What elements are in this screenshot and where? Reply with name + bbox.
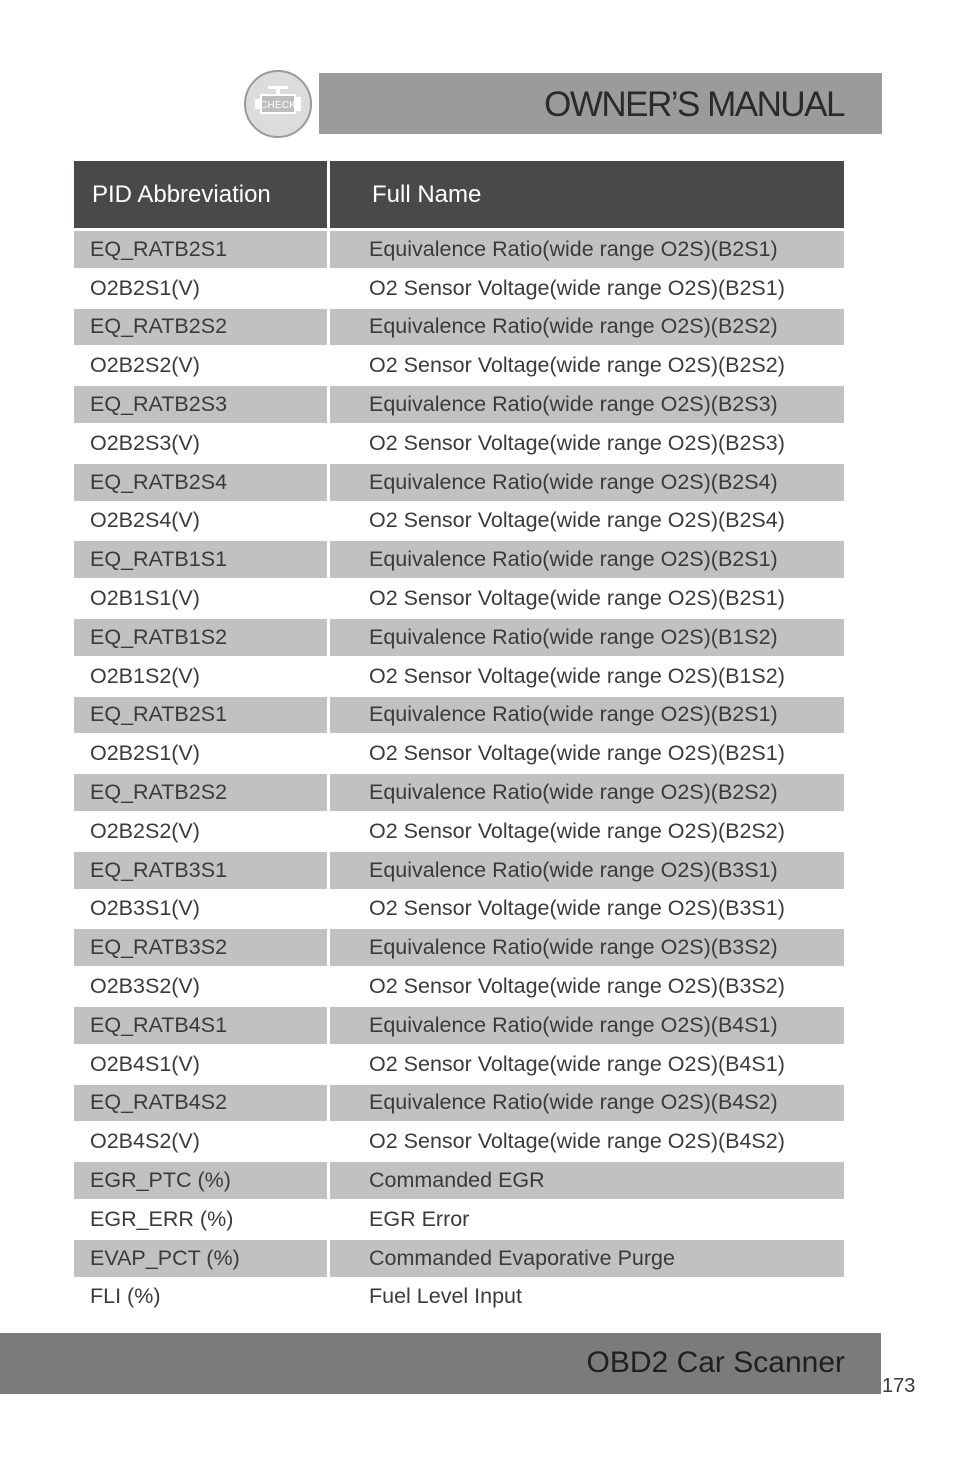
pid-abbreviation-cell: O2B4S2(V) [74,1123,327,1162]
table-row [74,1162,844,1201]
table-row [74,270,844,309]
pid-abbreviation-cell: EQ_RATB2S2 [74,774,327,813]
table-row [74,891,844,930]
table-row [74,1007,844,1046]
table-row [74,1240,844,1279]
full-name-cell: EGR Error [330,1201,844,1240]
column-header-pid: PID Abbreviation [74,161,327,228]
pid-abbreviation-cell: O2B2S1(V) [74,270,327,309]
table-row [74,968,844,1007]
pid-abbreviation-cell: O2B1S2(V) [74,658,327,697]
pid-abbreviation-cell: EQ_RATB1S2 [74,619,327,658]
full-name-cell: O2 Sensor Voltage(wide range O2S)(B1S2) [330,658,844,697]
full-name-cell: O2 Sensor Voltage(wide range O2S)(B2S3) [330,425,844,464]
table-row [74,1123,844,1162]
table-row [74,697,844,736]
pid-abbreviation-cell: O2B3S1(V) [74,891,327,930]
table-row [74,852,844,891]
table-row [74,658,844,697]
pid-abbreviation-cell: EQ_RATB1S1 [74,541,327,580]
full-name-cell: Equivalence Ratio(wide range O2S)(B4S1) [330,1007,844,1046]
full-name-cell: Equivalence Ratio(wide range O2S)(B2S2) [330,774,844,813]
page-number: 173 [882,1375,916,1397]
full-name-cell: Equivalence Ratio(wide range O2S)(B2S1) [330,541,844,580]
header-bar [319,73,882,134]
table-header [74,161,844,228]
pid-abbreviation-cell: O2B3S2(V) [74,968,327,1007]
full-name-cell: Equivalence Ratio(wide range O2S)(B2S3) [330,386,844,425]
pid-abbreviation-cell: O2B2S2(V) [74,347,327,386]
pid-abbreviation-cell: EGR_ERR (%) [74,1201,327,1240]
pid-abbreviation-cell: EQ_RATB2S1 [74,231,327,270]
full-name-cell: Fuel Level Input [330,1279,844,1318]
pid-abbreviation-cell: O2B4S1(V) [74,1046,327,1085]
check-engine-logo [244,70,312,138]
table-row [74,929,844,968]
table-row [74,541,844,580]
pid-abbreviation-cell: FLI (%) [74,1279,327,1318]
pid-abbreviation-cell: EVAP_PCT (%) [74,1240,327,1279]
table-row [74,580,844,619]
table-row [74,813,844,852]
footer-title: OBD2 Car Scanner [586,1346,845,1379]
pid-abbreviation-cell: EQ_RATB2S3 [74,386,327,425]
full-name-cell: Equivalence Ratio(wide range O2S)(B2S1) [330,231,844,270]
table-row [74,347,844,386]
table-row [74,464,844,503]
pid-abbreviation-cell: O2B2S3(V) [74,425,327,464]
table-row [74,425,844,464]
full-name-cell: O2 Sensor Voltage(wide range O2S)(B3S1) [330,891,844,930]
full-name-cell: O2 Sensor Voltage(wide range O2S)(B2S1) [330,735,844,774]
full-name-cell: Equivalence Ratio(wide range O2S)(B3S1) [330,852,844,891]
pid-abbreviation-cell: EQ_RATB4S2 [74,1085,327,1124]
full-name-cell: O2 Sensor Voltage(wide range O2S)(B2S1) [330,580,844,619]
full-name-cell: Equivalence Ratio(wide range O2S)(B1S2) [330,619,844,658]
logo-text: CHECK [259,100,296,111]
pid-abbreviation-cell: EQ_RATB2S1 [74,697,327,736]
full-name-cell: O2 Sensor Voltage(wide range O2S)(B3S2) [330,968,844,1007]
page-title: OWNER’S MANUAL [544,85,844,124]
pid-abbreviation-cell: O2B2S2(V) [74,813,327,852]
pid-abbreviation-cell: O2B1S1(V) [74,580,327,619]
footer-bar [0,1333,881,1394]
table-row [74,774,844,813]
full-name-cell: Equivalence Ratio(wide range O2S)(B2S1) [330,697,844,736]
table-row [74,231,844,270]
full-name-cell: O2 Sensor Voltage(wide range O2S)(B2S4) [330,503,844,542]
pid-abbreviation-cell: EQ_RATB3S2 [74,929,327,968]
pid-abbreviation-cell: EGR_PTC (%) [74,1162,327,1201]
table-row [74,1085,844,1124]
table-body [74,231,844,1317]
pid-table [74,161,844,1317]
full-name-cell: O2 Sensor Voltage(wide range O2S)(B4S2) [330,1123,844,1162]
full-name-cell: O2 Sensor Voltage(wide range O2S)(B2S2) [330,813,844,852]
table-row [74,503,844,542]
full-name-cell: Equivalence Ratio(wide range O2S)(B4S2) [330,1085,844,1124]
table-row [74,1201,844,1240]
table-row [74,1046,844,1085]
pid-abbreviation-cell: EQ_RATB3S1 [74,852,327,891]
full-name-cell: Equivalence Ratio(wide range O2S)(B3S2) [330,929,844,968]
full-name-cell: Equivalence Ratio(wide range O2S)(B2S4) [330,464,844,503]
full-name-cell: O2 Sensor Voltage(wide range O2S)(B2S2) [330,347,844,386]
table-row [74,619,844,658]
table-row [74,386,844,425]
pid-abbreviation-cell: EQ_RATB2S2 [74,309,327,348]
pid-abbreviation-cell: O2B2S4(V) [74,503,327,542]
full-name-cell: Equivalence Ratio(wide range O2S)(B2S2) [330,309,844,348]
full-name-cell: O2 Sensor Voltage(wide range O2S)(B2S1) [330,270,844,309]
table-row [74,1279,844,1318]
full-name-cell: O2 Sensor Voltage(wide range O2S)(B4S1) [330,1046,844,1085]
pid-abbreviation-cell: EQ_RATB2S4 [74,464,327,503]
table-row [74,735,844,774]
full-name-cell: Commanded EGR [330,1162,844,1201]
column-header-full-name: Full Name [330,161,844,228]
pid-abbreviation-cell: O2B2S1(V) [74,735,327,774]
pid-abbreviation-cell: EQ_RATB4S1 [74,1007,327,1046]
table-row [74,309,844,348]
full-name-cell: Commanded Evaporative Purge [330,1240,844,1279]
